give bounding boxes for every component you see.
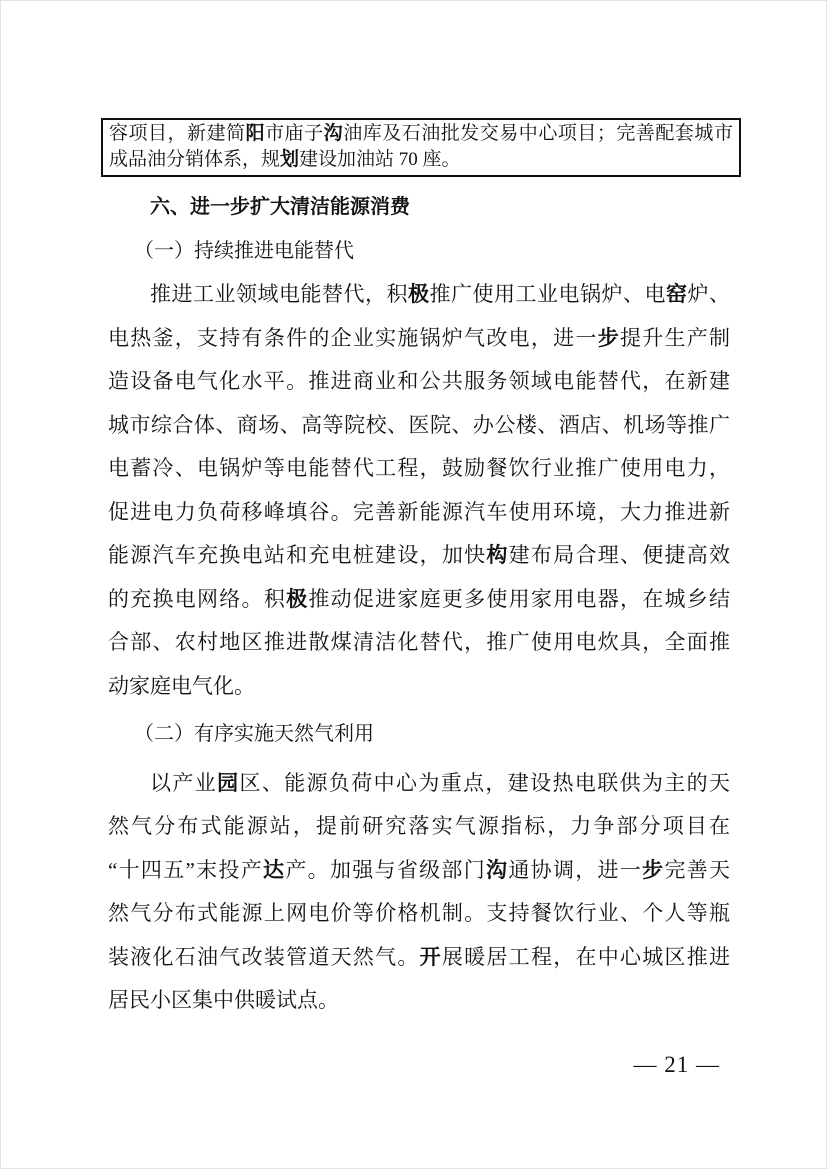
text-segment: 炉、 <box>687 282 730 306</box>
subsection-heading-1 <box>108 230 730 274</box>
bold-char: 沟 <box>323 123 344 144</box>
text-segment: 推动促进家庭更多使用家用电器，在城乡结 <box>308 586 731 611</box>
text-line <box>108 892 730 936</box>
bold-char: 园 <box>217 770 240 795</box>
text-segment: 成品油分销体系，规 <box>109 149 281 170</box>
text-segment: 完善天 <box>664 857 731 882</box>
bold-char: 步 <box>597 325 620 350</box>
callout-line <box>109 121 733 147</box>
page-number: — 21 — <box>633 1052 720 1077</box>
subsection-heading-2 <box>108 713 730 757</box>
bold-char: 达 <box>263 857 286 882</box>
text-segment: 促进电力负荷移峰填谷。完善新能源汽车使用环境，大力推进新 <box>108 499 730 524</box>
text-line <box>108 936 730 980</box>
text-segment: 六、进一 <box>150 196 230 218</box>
text-line <box>108 665 730 709</box>
text-segment: 动家庭电气化。 <box>108 673 255 698</box>
text-segment: 造设备电气化水平。推进商业和公共服务领域电能替代，在新建 <box>108 369 730 393</box>
text-line <box>108 447 730 491</box>
callout-line <box>109 147 733 173</box>
text-segment: 产。加强与省级部门 <box>285 857 487 882</box>
text-segment: 然气分布式能源上网电价等价格机制。支持餐饮行业、个人等瓶 <box>108 901 730 925</box>
text-segment: 居民小区集中供暖试点。 <box>108 988 339 1012</box>
text-segment: 的充换电网络。积 <box>108 586 287 611</box>
text-segment: 容项目，新建简 <box>109 123 246 144</box>
text-segment: 合部、农村地区推进散煤清洁化替代，推广使用电炊具，全面推 <box>108 630 730 654</box>
text-segment: 推进工业领域电能替代，积 <box>150 282 408 306</box>
bold-char: 划 <box>280 149 300 170</box>
text-segment: 装液化石油气改装管道天然气。 <box>108 944 420 969</box>
text-segment: 电热釜，支持有条件的企业实施锅炉气改电，进一 <box>108 325 598 350</box>
text-segment: 通协调，进一 <box>508 857 643 882</box>
text-segment: （二）有序实施天然气利用 <box>134 723 374 745</box>
text-segment: 建布局合理、便捷高效 <box>508 543 731 567</box>
bold-char: 步 <box>230 196 250 218</box>
text-segment: 城市综合体、商场、高等院校、医院、办公楼、酒店、机场等推广 <box>108 412 730 437</box>
document-body <box>108 186 730 1023</box>
text-segment: 推广使用工业电锅炉、电 <box>429 282 666 306</box>
bold-char: 沟 <box>486 857 509 882</box>
bold-char: 开 <box>419 944 442 969</box>
text-line <box>108 273 730 317</box>
bold-char: 窑 <box>666 282 688 306</box>
callout-box <box>101 118 741 177</box>
section-heading <box>108 186 730 230</box>
bold-char: 极 <box>408 282 430 306</box>
text-line <box>108 360 730 404</box>
text-segment: 然气分布式能源站，提前研究落实气源指标，力争部分项目在 <box>108 814 730 838</box>
text-segment: 能源汽车充换电站和充电桩建设，加快 <box>108 543 487 567</box>
text-segment: 建设加油站 70 座。 <box>299 149 461 170</box>
text-segment: 市庙子 <box>265 123 324 144</box>
text-line <box>108 805 730 849</box>
text-segment: “十四五”末投产 <box>108 857 264 882</box>
text-segment: 区、能源负荷中心为重点，建设热电联供为主的天 <box>239 770 731 795</box>
text-segment: 以产业 <box>150 770 218 795</box>
text-line <box>108 621 730 665</box>
bold-char: 构 <box>486 543 509 567</box>
bold-char: 阳 <box>245 123 266 144</box>
text-segment: 提升生产制 <box>619 325 731 350</box>
text-line <box>108 578 730 622</box>
text-line <box>108 534 730 578</box>
text-line <box>108 849 730 893</box>
bold-char: 步 <box>642 857 665 882</box>
text-line <box>108 404 730 448</box>
text-segment: 展暖居工程，在中心城区推进 <box>441 944 731 969</box>
text-line <box>108 979 730 1023</box>
text-line <box>108 762 730 806</box>
text-segment: 油库及石油批发交易中心项目；完善配套城市 <box>343 123 733 144</box>
text-line <box>108 491 730 535</box>
bold-char: 极 <box>286 586 309 611</box>
text-segment: 电蓄冷、电锅炉等电能替代工程，鼓励餐饮行业推广使用电力， <box>108 456 730 480</box>
text-line <box>108 317 730 361</box>
text-segment: （一）持续推进电能替代 <box>134 239 354 262</box>
text-segment: 扩大清洁能源消费 <box>250 196 410 218</box>
